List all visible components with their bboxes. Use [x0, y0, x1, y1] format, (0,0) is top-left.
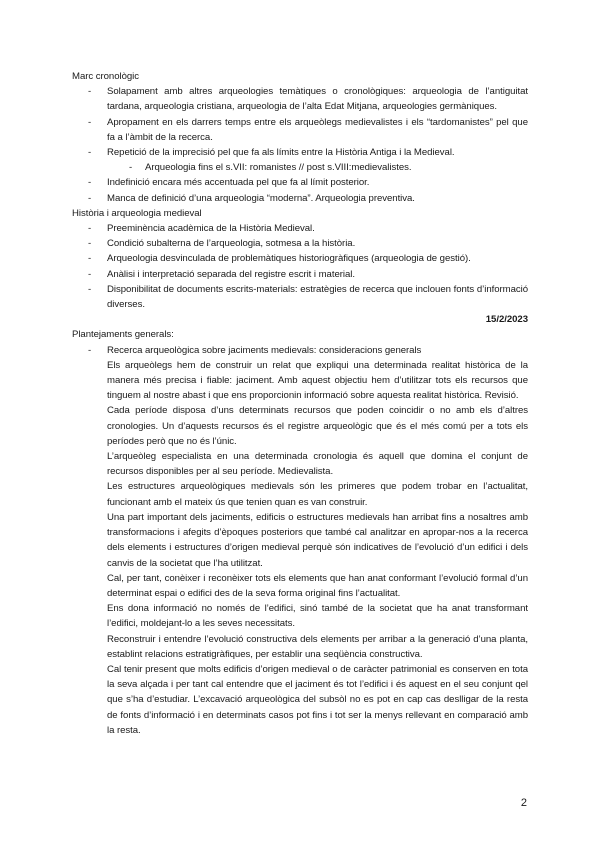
document-body — [72, 69, 528, 738]
list-item-text: Condició subalterna de l’arqueologia, sotmesa a la història. — [107, 238, 356, 250]
paragraph: L’arqueòleg especialista en una determinada cronologia és aquell que domina el conjunt de recursos disponibles per al seu període. Medievalista. — [107, 451, 528, 478]
list-item — [72, 175, 528, 190]
sub-list-item — [72, 160, 528, 175]
paragraph: Els arqueòlegs hem de construir un relat que expliqui una determinada realitat històrica de la manera més precisa i fiable: jaciment. Amb aquest objectiu hem d’utilitzar tots els recursos que tinguem al nostre abast i que ens proporcionin informació sobre aquesta realitat històrica. Revisió. — [107, 359, 528, 402]
bullet-dash: - — [88, 86, 92, 98]
paragraph: Una part important dels jaciments, edificis o estructures medievals han arribat fins a nosaltres amb transformacions i afegits d’èpoques posteriors que també cal analitzar en apropar-nos a la recerca dels elements i estructures d’origen medieval perquè són indicatives de l’evolució d’un edifici i dels canvis de la societat que l’ha utilitzat. — [107, 511, 528, 569]
list-item — [72, 84, 528, 114]
bullet-dash: - — [88, 253, 92, 265]
list-item-text: Manca de definició d’una arqueologia “moderna”. Arqueologia preventiva. — [107, 192, 415, 204]
bullet-dash: - — [88, 268, 92, 280]
bullet-dash: - — [88, 238, 92, 250]
list-item — [72, 251, 528, 266]
bullet-dash: - — [88, 344, 92, 356]
bullet-dash: - — [88, 116, 92, 128]
bullet-dash: - — [88, 223, 92, 235]
list-item-text: Recerca arqueològica sobre jaciments medievals: consideracions generals — [107, 344, 422, 356]
bullet-dash: - — [129, 162, 133, 174]
paragraph: Ens dona informació no només de l’edifici, sinó també de la societat que ha anat transformant l’edifici, moldejant-lo a les seves necessitats. — [107, 603, 528, 630]
list-item — [72, 343, 528, 358]
list-item-text: Indefinició encara més accentuada pel que fa al límit posterior. — [107, 177, 370, 189]
section-heading-historia: Història i arqueologia medieval — [72, 207, 202, 219]
list-item — [72, 267, 528, 282]
paragraph: Cal, per tant, conèixer i reconèixer tots els elements que han anat conformant l’evolució formal d’un determinat espai o edifici des de la seva forma original fins l’actualitat. — [107, 572, 528, 599]
bullet-dash: - — [88, 177, 92, 189]
paragraph: Cal tenir present que molts edificis d’origen medieval o de caràcter patrimonial es conserven en tota la seva alçada i per tant cal entendre que el jaciment és tot l’edifici i és aquest en el seu conjunt qel que s’ha d’estudiar. L’excavació arqueològica del subsòl no es pot en cap cas deslligar de la resta de fonts d’informació i en determinats casos pot fins i tot ser la menys rellevant en comparació amb la resta. — [107, 663, 528, 736]
list-item-text: Solapament amb altres arqueologies temàtiques o cronològiques: arqueologia de l’antiguitat tardana, arqueologia cristiana, arqueologia de l’alta Edat Mitjana, arqueologies germàniques. — [107, 86, 528, 113]
bullet-dash: - — [88, 147, 92, 159]
list-item-text: Apropament en els darrers temps entre els arqueòlegs medievalistes i els “tardomanistes” pel que fa a l’àmbit de la recerca. — [107, 116, 528, 143]
bullet-dash: - — [88, 283, 92, 295]
list-item-text: Arqueologia desvinculada de problemàtiques historiogràfiques (arqueologia de gestió). — [107, 253, 471, 265]
list-item — [72, 115, 528, 145]
list-item — [72, 191, 528, 206]
list-item-text: Anàlisi i interpretació separada del registre escrit i material. — [107, 268, 355, 280]
list-item-text: Disponibilitat de documents escrits-materials: estratègies de recerca que inclouen fonts d’informació diverses. — [107, 283, 528, 311]
list-item — [72, 282, 528, 312]
list-item-text: Repetició de la imprecisió pel que fa als límits entre la Història Antiga i la Medieval. — [107, 147, 455, 159]
list-item — [72, 221, 528, 236]
page-number: 2 — [520, 797, 527, 809]
paragraph: Reconstruir i entendre l’evolució constructiva dels elements per arribar a la generació d’una planta, establint relacions estratigràfiques, per establir una seqüència constructiva. — [107, 633, 528, 660]
bullet-dash: - — [88, 192, 92, 204]
section-heading-plantejaments: Plantejaments generals: — [72, 329, 174, 341]
paragraph: Les estructures arqueològiques medievals són les primeres que podem trobar en l’actualitat, funcionant amb el mateix ús que tenien quan es van construir. — [107, 481, 528, 508]
list-item — [72, 145, 528, 160]
list-item — [72, 236, 528, 251]
date-label: 15/2/2023 — [485, 314, 528, 326]
list-item-text: Preeminència acadèmica de la Història Medieval. — [107, 223, 315, 235]
section-heading-marc-cronologic: Marc cronològic — [72, 71, 139, 82]
paragraph: Cada període disposa d’uns determinats recursos que poden coincidir o no amb els d’altres cronologies. Un d’aquests recursos és el registre arqueològic que és el més comú per a tots els períodes però que no és l’únic. — [107, 405, 528, 447]
sub-list-item-text: Arqueologia fins el s.VII: romanistes // post s.VIII:medievalistes. — [145, 162, 412, 174]
